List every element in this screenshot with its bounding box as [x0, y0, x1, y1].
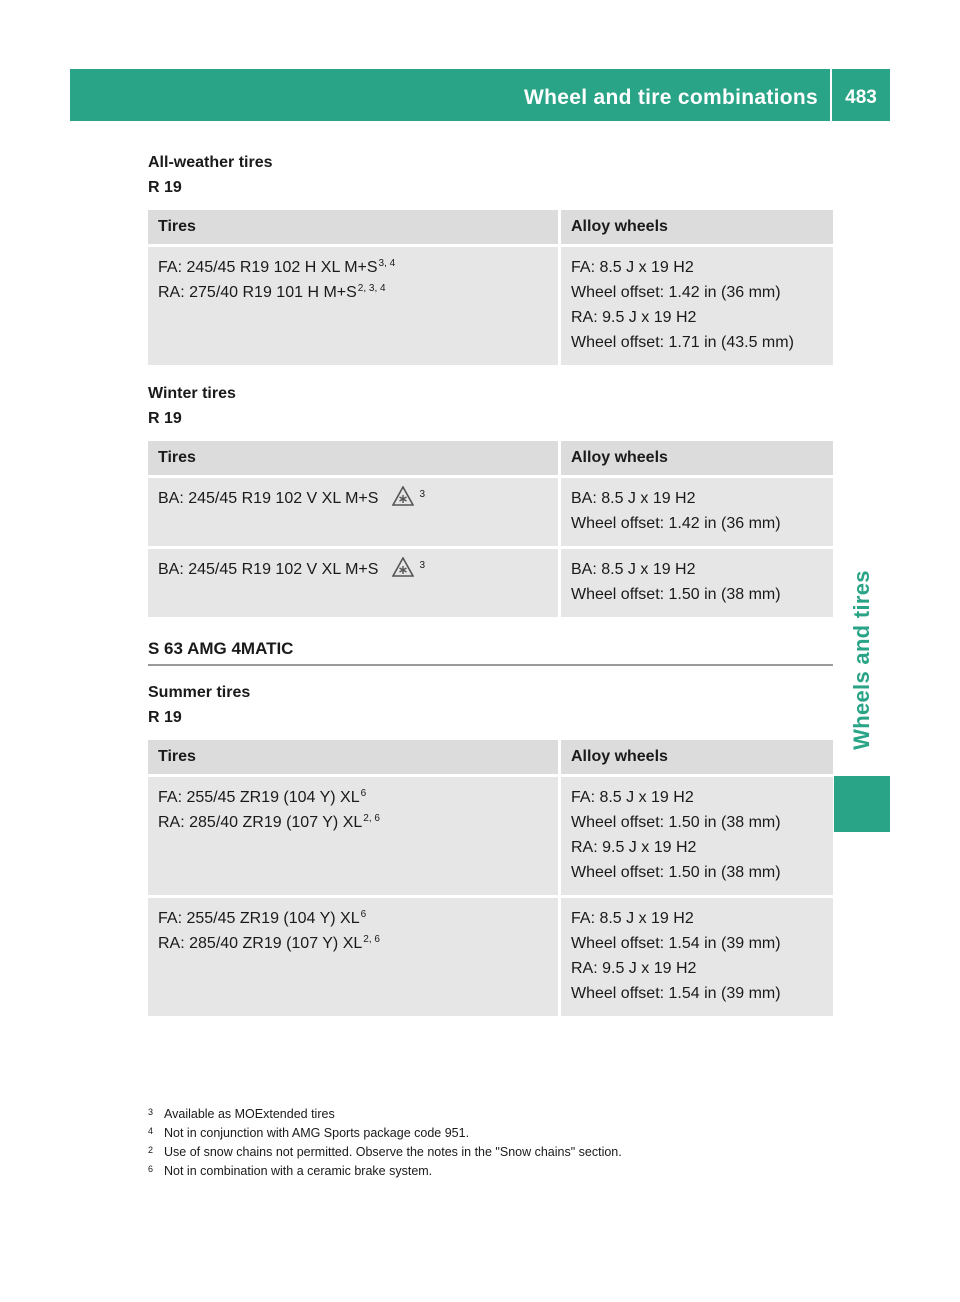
column-header-tires: Tires — [148, 740, 561, 777]
table-header-row — [148, 740, 833, 777]
column-header-tires: Tires — [148, 441, 561, 478]
footnote-number: 3 — [148, 1107, 154, 1117]
section-subtitle: R 19 — [148, 709, 182, 726]
wheel-spec-line: Wheel offset: 1.50 in (38 mm) — [571, 864, 781, 881]
snowflake-mountain-icon — [392, 486, 414, 506]
tire-spec-line — [158, 931, 548, 956]
wheel-spec-line: RA: 9.5 J x 19 H2 — [571, 839, 697, 856]
table-header-row — [148, 210, 833, 247]
footnote-text: Not in combination with a ceramic brake system. — [164, 1164, 433, 1178]
tire-spec-text: BA: 245/45 R19 102 V XL M+S — [158, 490, 379, 507]
model-heading: S 63 AMG 4MATIC — [148, 639, 833, 666]
wheels-cell — [561, 478, 833, 549]
footnote-number: 6 — [148, 1164, 154, 1174]
tires-cell — [148, 898, 561, 1016]
header-title: Wheel and tire combinations — [524, 86, 818, 109]
footnotes — [148, 1105, 833, 1181]
tire-spec-text: RA: 275/40 R19 101 H M+S — [158, 284, 357, 301]
footnote-number: 4 — [148, 1126, 154, 1136]
tire-spec-line — [158, 280, 548, 305]
column-header-alloy-wheels: Alloy wheels — [561, 441, 833, 478]
tire-spec-line — [158, 810, 548, 835]
footnote-ref: 2, 6 — [363, 813, 380, 824]
wheel-spec-line: BA: 8.5 J x 19 H2 — [571, 561, 696, 578]
tires-cell — [148, 777, 561, 898]
wheel-spec-line: Wheel offset: 1.42 in (36 mm) — [571, 515, 781, 532]
section-title: Summer tires — [148, 684, 251, 701]
tire-spec-text: BA: 245/45 R19 102 V XL M+S — [158, 561, 379, 578]
tire-spec-text: RA: 285/40 ZR19 (107 Y) XL — [158, 935, 363, 952]
footnote-text: Use of snow chains not permitted. Observe the notes in the "Snow chains" section. — [164, 1145, 622, 1159]
footnote-ref: 6 — [360, 909, 367, 920]
tire-spec-line — [158, 785, 548, 810]
section-title: Winter tires — [148, 385, 236, 402]
page-number: 483 — [845, 87, 877, 108]
footnote-ref: 2, 6 — [363, 934, 380, 945]
spec-table — [148, 740, 833, 1016]
footnote — [148, 1124, 833, 1143]
wheel-spec-line: Wheel offset: 1.50 in (38 mm) — [571, 586, 781, 603]
wheel-spec-line: BA: 8.5 J x 19 H2 — [571, 490, 696, 507]
table-row — [148, 898, 833, 1016]
tire-spec-line — [158, 255, 548, 280]
table-row — [148, 777, 833, 898]
footnote-ref: 3, 4 — [378, 258, 396, 269]
column-header-alloy-wheels: Alloy wheels — [561, 740, 833, 777]
column-header-alloy-wheels: Alloy wheels — [561, 210, 833, 247]
tires-cell — [148, 549, 561, 617]
wheel-spec-line: Wheel offset: 1.71 in (43.5 mm) — [571, 334, 794, 351]
footnote — [148, 1105, 833, 1124]
column-header-tires: Tires — [148, 210, 561, 247]
wheel-spec-line: FA: 8.5 J x 19 H2 — [571, 910, 694, 927]
wheels-cell — [561, 247, 833, 365]
wheel-spec-line: FA: 8.5 J x 19 H2 — [571, 259, 694, 276]
spec-table — [148, 210, 833, 365]
side-tab-marker — [834, 776, 890, 832]
footnote-text: Not in conjunction with AMG Sports package code 951. — [164, 1126, 470, 1140]
footnote — [148, 1143, 833, 1162]
wheels-cell — [561, 898, 833, 1016]
tires-cell — [148, 478, 561, 549]
tire-spec-text: FA: 245/45 R19 102 H XL M+S — [158, 259, 378, 276]
table-header-row — [148, 441, 833, 478]
footnote-ref: 6 — [360, 788, 367, 799]
side-tab-label: Wheels and tires — [849, 570, 875, 750]
wheel-spec-line: RA: 9.5 J x 19 H2 — [571, 309, 697, 326]
wheel-spec-line: FA: 8.5 J x 19 H2 — [571, 789, 694, 806]
side-tab — [834, 560, 890, 760]
table-row — [148, 549, 833, 617]
footnote — [148, 1162, 833, 1181]
tire-spec-text: FA: 255/45 ZR19 (104 Y) XL — [158, 910, 360, 927]
tire-spec-line — [158, 486, 548, 511]
footnote-number: 2 — [148, 1145, 154, 1155]
snowflake-mountain-icon — [392, 557, 414, 577]
tire-spec-text: RA: 285/40 ZR19 (107 Y) XL — [158, 814, 363, 831]
tire-spec-line — [158, 557, 548, 582]
wheel-spec-line: Wheel offset: 1.50 in (38 mm) — [571, 814, 781, 831]
wheel-spec-line: Wheel offset: 1.54 in (39 mm) — [571, 985, 781, 1002]
wheel-spec-line: Wheel offset: 1.42 in (36 mm) — [571, 284, 781, 301]
spec-table — [148, 441, 833, 617]
section-subtitle: R 19 — [148, 410, 182, 427]
footnote-ref: 2, 3, 4 — [357, 283, 386, 294]
wheel-spec-line: RA: 9.5 J x 19 H2 — [571, 960, 697, 977]
main-content — [148, 150, 833, 1032]
tire-spec-text: FA: 255/45 ZR19 (104 Y) XL — [158, 789, 360, 806]
tires-cell — [148, 247, 561, 365]
footnote-text: Available as MOExtended tires — [164, 1107, 335, 1121]
table-row — [148, 478, 833, 549]
footnote-ref: 3 — [419, 489, 425, 500]
table-row — [148, 247, 833, 365]
page-header — [70, 69, 890, 121]
tire-spec-line — [158, 906, 548, 931]
footnote-ref: 3 — [419, 560, 425, 571]
section-title: All-weather tires — [148, 154, 273, 171]
wheel-spec-line: Wheel offset: 1.54 in (39 mm) — [571, 935, 781, 952]
wheels-cell — [561, 777, 833, 898]
wheels-cell — [561, 549, 833, 617]
section-subtitle: R 19 — [148, 179, 182, 196]
